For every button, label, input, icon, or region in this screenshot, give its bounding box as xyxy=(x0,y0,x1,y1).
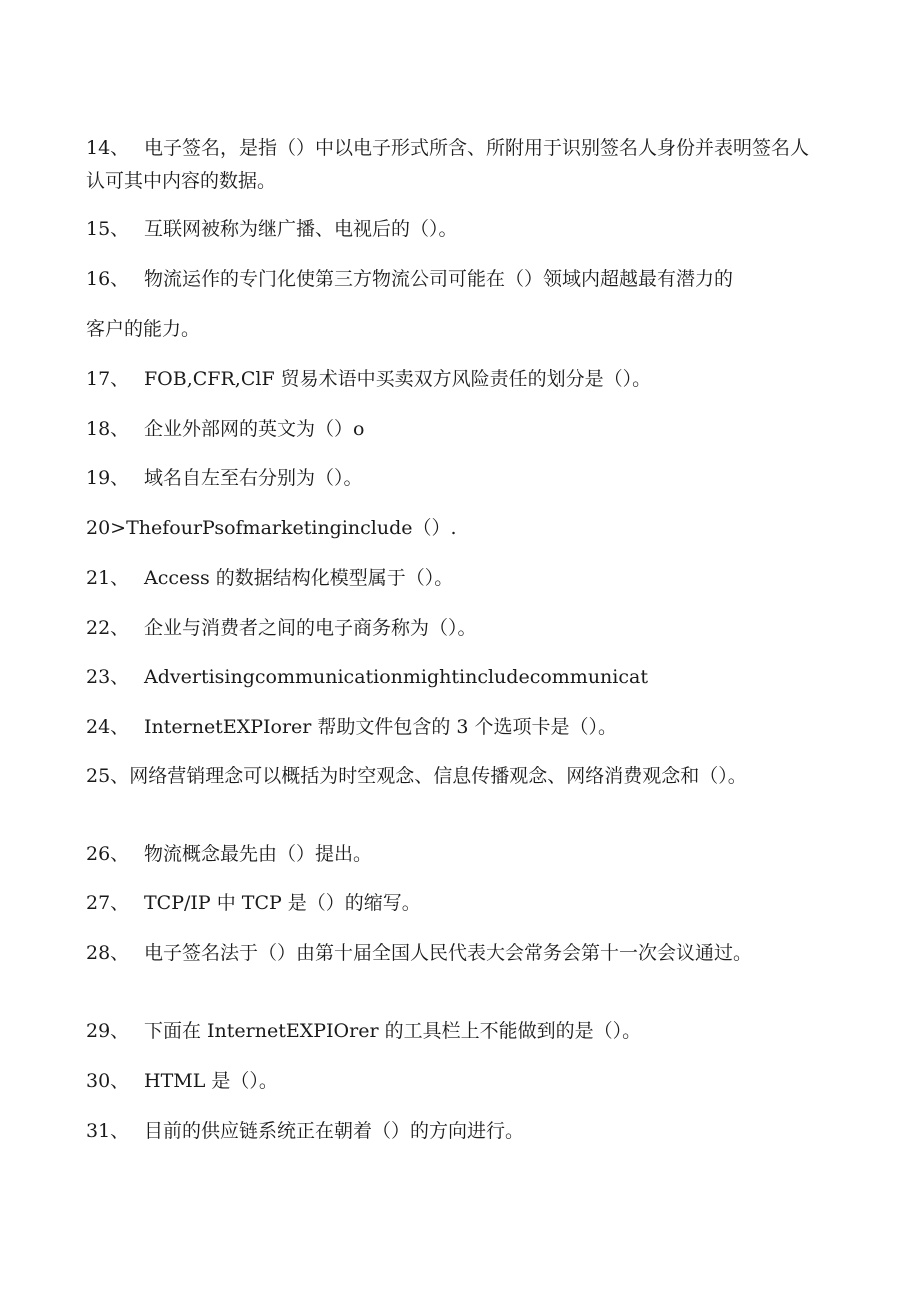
question-text: 物流概念最先由（）提出。 xyxy=(144,843,373,865)
question-number: 26、 xyxy=(86,843,130,865)
question-20 xyxy=(86,512,826,545)
question-number: 21、 xyxy=(86,567,130,589)
question-text: 物流运作的专门化使第三方物流公司可能在（）领域内超越最有潜力的 xyxy=(144,268,734,290)
question-number: 27、 xyxy=(86,892,130,914)
question-number: 25、 xyxy=(86,765,130,787)
question-text: 域名自左至右分别为（）。 xyxy=(144,467,363,489)
question-number: 14、 xyxy=(86,137,130,159)
question-number: 15、 xyxy=(86,218,130,240)
question-16 xyxy=(86,263,826,296)
question-number: 16、 xyxy=(86,268,130,290)
question-15 xyxy=(86,213,826,246)
question-text: TCP/IP 中 TCP 是（）的缩写。 xyxy=(144,892,421,914)
question-25 xyxy=(86,760,826,793)
question-number: 31、 xyxy=(86,1120,130,1142)
question-text: Advertisingcommunicationmightincludecommunicat xyxy=(144,666,648,688)
question-26 xyxy=(86,838,826,871)
question-text: ThefourPsofmarketinginclude（）. xyxy=(126,517,457,539)
question-text: 企业与消费者之间的电子商务称为（）。 xyxy=(144,617,477,639)
question-number: 23、 xyxy=(86,666,130,688)
question-29 xyxy=(86,1015,826,1048)
question-18 xyxy=(86,413,826,446)
question-number: 19、 xyxy=(86,467,130,489)
question-text: 互联网被称为继广播、电视后的（）。 xyxy=(144,218,458,240)
question-text: 企业外部网的英文为（）o xyxy=(144,418,365,440)
question-text: 目前的供应链系统正在朝着（）的方向进行。 xyxy=(144,1120,525,1142)
question-16-continued xyxy=(86,313,826,346)
question-22 xyxy=(86,612,826,645)
question-number: 17、 xyxy=(86,368,130,390)
question-number: 20> xyxy=(86,517,127,539)
question-14 xyxy=(86,132,826,198)
question-number: 30、 xyxy=(86,1070,130,1092)
question-27 xyxy=(86,887,826,920)
question-21 xyxy=(86,562,826,595)
question-text: 下面在 InternetEXPIOrer 的工具栏上不能做到的是（）。 xyxy=(144,1020,642,1042)
question-text: HTML 是（）。 xyxy=(144,1070,278,1092)
question-31 xyxy=(86,1115,826,1148)
question-text: 网络营销理念可以概括为时空观念、信息传播观念、网络消费观念和（）。 xyxy=(129,765,747,787)
question-number: 24、 xyxy=(86,716,130,738)
question-24 xyxy=(86,711,826,744)
question-number: 22、 xyxy=(86,617,130,639)
question-28 xyxy=(86,937,826,970)
question-text: 电子签名法于（）由第十届全国人民代表大会常务会第十一次会议通过。 xyxy=(144,942,753,964)
question-23 xyxy=(86,661,826,694)
question-text: Access 的数据结构化模型属于（）。 xyxy=(144,567,454,589)
question-text: FOB,CFR,ClF 贸易术语中买卖双方风险责任的划分是（）。 xyxy=(144,368,652,390)
question-number: 29、 xyxy=(86,1020,130,1042)
question-19 xyxy=(86,462,826,495)
question-number: 28、 xyxy=(86,942,130,964)
question-30 xyxy=(86,1065,826,1098)
question-text: 电子签名，是指（）中以电子形式所含、所附用于识别签名人身份并表明签名人认可其中内容的数据。 xyxy=(86,137,810,192)
question-text: InternetEXPIorer 帮助文件包含的 3 个选项卡是（）。 xyxy=(144,716,618,738)
question-number: 18、 xyxy=(86,418,130,440)
question-17 xyxy=(86,363,826,396)
question-text: 客户的能力。 xyxy=(86,318,201,340)
